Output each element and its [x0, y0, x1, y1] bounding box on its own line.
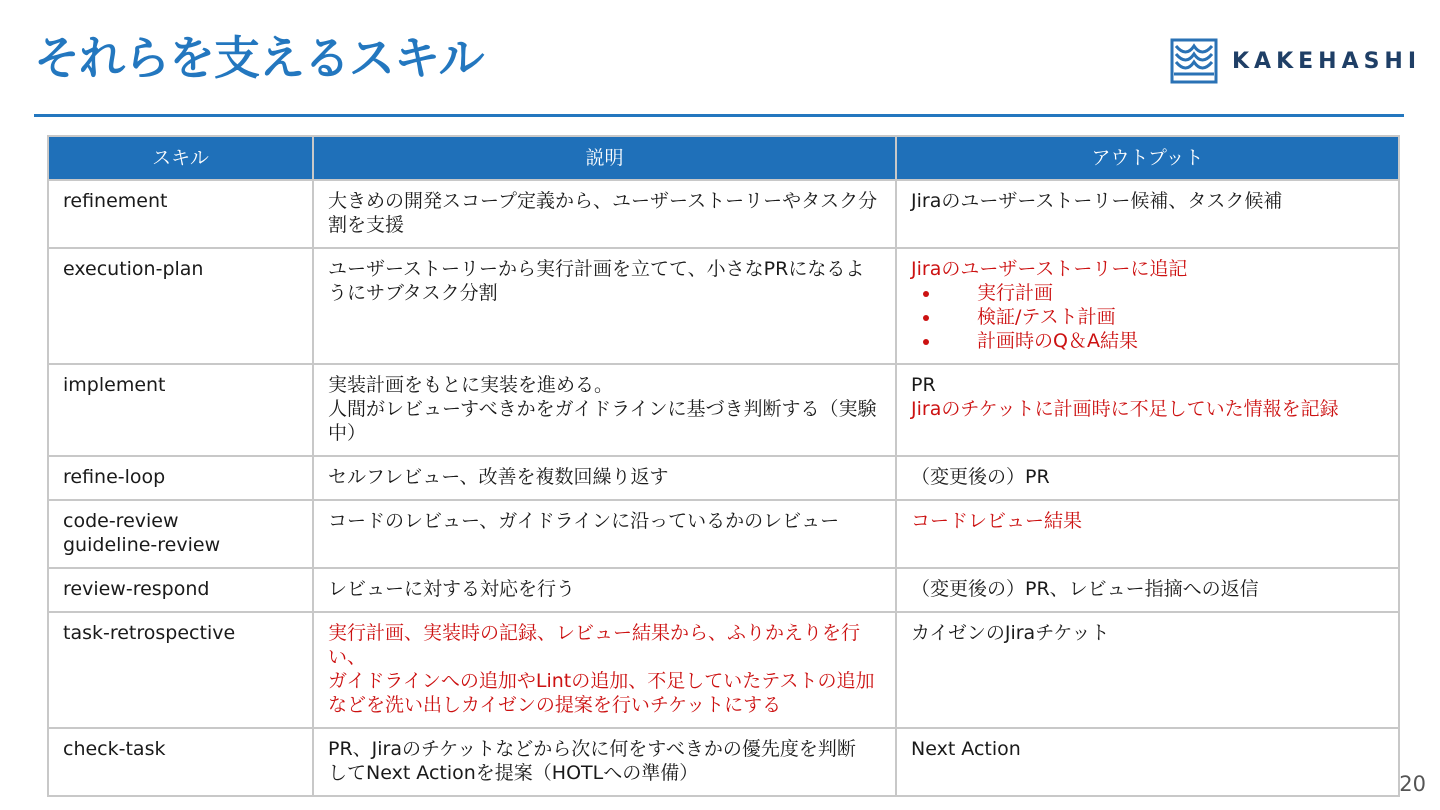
table-row — [48, 612, 1399, 728]
skill-cell: implement — [48, 364, 313, 456]
output-line: Next Action — [911, 738, 1021, 760]
logo-text: KAKEHASHI — [1232, 48, 1422, 74]
description-line: うにサブタスク分割 — [328, 282, 498, 304]
description-cell — [313, 500, 896, 568]
table-row — [48, 180, 1399, 248]
output-line: カイゼンのJiraチケット — [911, 622, 1110, 644]
kakehashi-logo — [1170, 37, 1421, 85]
column-header-description: 説明 — [313, 136, 896, 180]
skill-cell: execution-plan — [48, 248, 313, 364]
skill-cell: task-retrospective — [48, 612, 313, 728]
output-bullet: • 検証/テスト計画 — [941, 305, 1385, 329]
description-line: コードのレビュー、ガイドラインに沿っているかのレビュー — [328, 510, 840, 532]
table-row — [48, 500, 1399, 568]
output-cell — [896, 248, 1399, 364]
description-line: セルフレビュー、改善を複数回繰り返す — [328, 466, 669, 488]
description-line: PR、Jiraのチケットなどから次に何をすべきかの優先度を判断 — [328, 738, 856, 760]
description-line: ユーザーストーリーから実行計画を立てて、小さなPRになるよ — [328, 258, 865, 280]
description-cell — [313, 612, 896, 728]
description-cell — [313, 364, 896, 456]
page-number: 20 — [1399, 772, 1426, 796]
title-divider — [34, 114, 1404, 117]
description-cell — [313, 180, 896, 248]
output-line: コードレビュー結果 — [911, 510, 1083, 532]
table-row — [48, 728, 1399, 796]
output-line: （変更後の）PR、レビュー指摘への返信 — [911, 578, 1259, 600]
description-line: してNext Actionを提案（HOTLへの準備） — [328, 762, 699, 784]
skills-table — [47, 135, 1400, 797]
skill-cell: refinement — [48, 180, 313, 248]
skill-cell: refine-loop — [48, 456, 313, 500]
description-line: 割を支援 — [328, 214, 405, 236]
description-cell — [313, 456, 896, 500]
output-bullet-list — [911, 281, 1385, 353]
description-cell — [313, 728, 896, 796]
output-bullet: • 実行計画 — [941, 281, 1385, 305]
description-line: 大きめの開発スコープ定義から、ユーザーストーリーやタスク分 — [328, 190, 878, 212]
table-row — [48, 364, 1399, 456]
kakehashi-logo-icon — [1170, 38, 1218, 84]
description-line: などを洗い出しカイゼンの提案を行いチケットにする — [328, 694, 782, 716]
description-line: ガイドラインへの追加やLintの追加、不足していたテストの追加 — [328, 670, 875, 692]
column-header-skill: スキル — [48, 136, 313, 180]
output-line: Jiraのユーザーストーリー候補、タスク候補 — [911, 190, 1283, 212]
output-cell — [896, 500, 1399, 568]
table-row — [48, 456, 1399, 500]
output-cell — [896, 180, 1399, 248]
description-line: 実装計画をもとに実装を進める。 — [328, 374, 614, 396]
output-cell — [896, 728, 1399, 796]
output-line: Jiraのユーザーストーリーに追記 — [911, 258, 1188, 280]
description-line: 実行計画、実装時の記録、レビュー結果から、ふりかえりを行い、 — [328, 622, 861, 668]
skill-line: guideline-review — [63, 534, 221, 556]
output-line: （変更後の）PR — [911, 466, 1050, 488]
skill-cell — [48, 500, 313, 568]
output-cell — [896, 364, 1399, 456]
table-row — [48, 248, 1399, 364]
slide-title: それらを支えるスキル — [34, 31, 484, 85]
output-cell — [896, 568, 1399, 612]
skill-cell: review-respond — [48, 568, 313, 612]
skill-cell: check-task — [48, 728, 313, 796]
description-line: レビューに対する対応を行う — [328, 578, 576, 600]
description-cell — [313, 568, 896, 612]
description-cell — [313, 248, 896, 364]
output-line: PR — [911, 374, 936, 396]
output-line: Jiraのチケットに計画時に不足していた情報を記録 — [911, 398, 1339, 420]
output-cell — [896, 612, 1399, 728]
skill-line: code-review — [63, 510, 179, 532]
description-line: 人間がレビューすべきかをガイドラインに基づき判断する（実験 — [328, 398, 877, 420]
column-header-output: アウトプット — [896, 136, 1399, 180]
description-line: 中） — [328, 422, 367, 444]
output-cell — [896, 456, 1399, 500]
table-row — [48, 568, 1399, 612]
table-header-row — [48, 136, 1399, 180]
output-bullet: • 計画時のQ＆A結果 — [941, 329, 1385, 353]
